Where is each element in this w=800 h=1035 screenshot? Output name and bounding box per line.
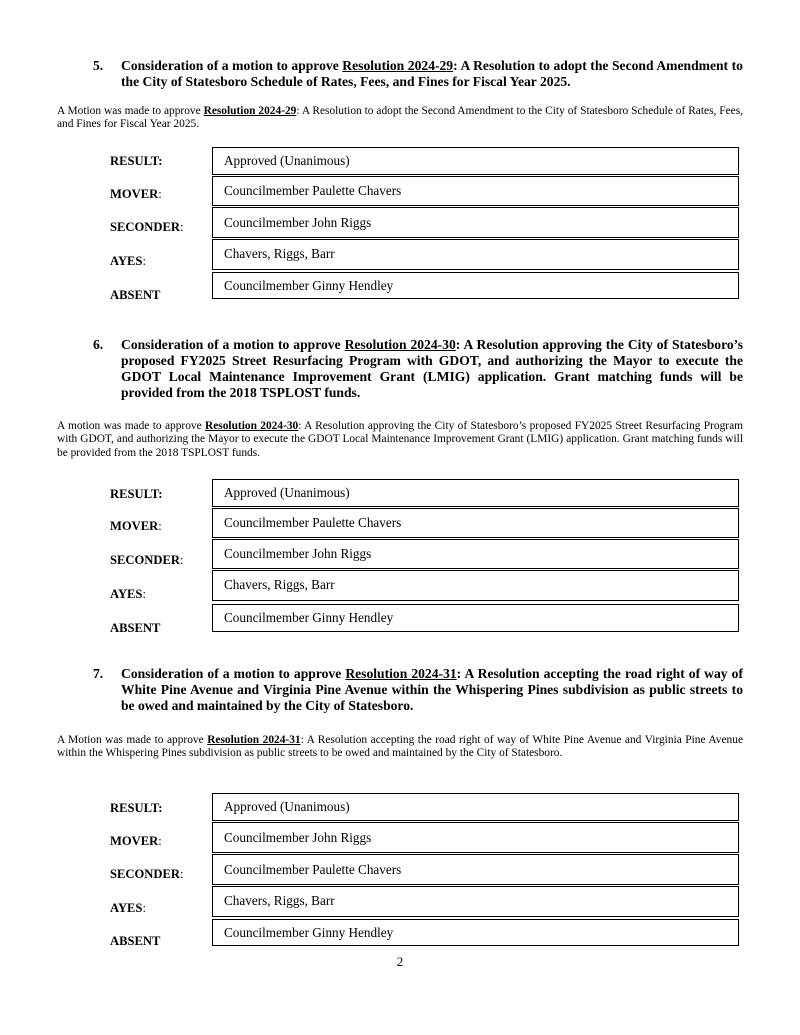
vote-label-seconder: SECONDER:: [110, 553, 184, 567]
heading-text: : A Resolution accepting the road right of way of White Pine Avenue and Virginia Pine Avenue within the Whispering Pines subdivision as public streets to be owed and maintained by the City of Statesboro.: [121, 666, 743, 713]
vote-label-result: RESULT:: [110, 801, 163, 815]
vote-value-ayes: Chavers, Riggs, Barr: [212, 570, 739, 601]
vote-value-mover: Councilmember John Riggs: [212, 822, 739, 853]
vote-value-absent: Councilmember Ginny Hendley: [212, 919, 739, 946]
resolution-ref: Resolution 2024-29: [342, 58, 454, 73]
heading-text: : A Resolution to adopt the Second Amendment to the City of Statesboro Schedule of Rates, Fees, and Fines for Fiscal Year 2025.: [121, 58, 743, 89]
paragraph-text: A Motion was made to approve: [57, 734, 208, 746]
resolution-ref: Resolution 2024-29: [203, 105, 297, 117]
vote-label-mover: MOVER:: [110, 834, 162, 848]
vote-label-mover: MOVER:: [110, 519, 162, 533]
vote-label-mover: MOVER:: [110, 187, 162, 201]
vote-label-ayes: AYES:: [110, 254, 146, 268]
vote-value-seconder: Councilmember John Riggs: [212, 207, 739, 238]
vote-label-absent: ABSENT: [110, 621, 161, 635]
vote-label-result: RESULT:: [110, 154, 163, 168]
vote-label-seconder: SECONDER:: [110, 867, 184, 881]
paragraph-text: A motion was made to approve: [57, 420, 206, 432]
paragraph-text: : A Resolution approving the City of Statesboro’s proposed FY2025 Street Resurfacing Program with GDOT, and authorizing the Mayor to execute the GDOT Local Maintenance Improvement Grant (LMIG) application. Grant matching funds will be provided from the 2018 TSPLOST funds.: [57, 420, 743, 459]
vote-label-absent: ABSENT: [110, 934, 161, 948]
vote-value-seconder: Councilmember Paulette Chavers: [212, 854, 739, 885]
vote-value-mover: Councilmember Paulette Chavers: [212, 508, 739, 538]
item-number: 7.: [93, 666, 104, 681]
vote-value-absent: Councilmember Ginny Hendley: [212, 604, 739, 632]
vote-value-ayes: Chavers, Riggs, Barr: [212, 239, 739, 270]
vote-label-result: RESULT:: [110, 487, 163, 501]
resolution-ref: Resolution 2024-30: [205, 420, 299, 432]
vote-label-absent: ABSENT: [110, 288, 161, 302]
vote-label-ayes: AYES:: [110, 587, 146, 601]
vote-value-result: Approved (Unanimous): [212, 793, 739, 821]
vote-value-ayes: Chavers, Riggs, Barr: [212, 886, 739, 917]
heading-text: Consideration of a motion to approve: [121, 337, 345, 352]
item-6-motion-paragraph: [57, 420, 743, 460]
resolution-ref: Resolution 2024-30: [344, 337, 456, 352]
resolution-ref: Resolution 2024-31: [345, 666, 457, 681]
item-5-motion-paragraph: [57, 105, 743, 132]
item-number: 5.: [93, 58, 104, 73]
paragraph-text: A Motion was made to approve: [57, 105, 204, 117]
resolution-ref: Resolution 2024-31: [207, 734, 301, 746]
vote-value-absent: Councilmember Ginny Hendley: [212, 272, 739, 299]
paragraph-text: : A Resolution accepting the road right of way of White Pine Avenue and Virginia Pine Avenue within the Whispering Pines subdivision as public streets to be owed and maintained by the City of Statesboro.: [57, 734, 744, 760]
item-5-heading: [93, 58, 743, 90]
vote-label-ayes: AYES:: [110, 901, 146, 915]
vote-value-seconder: Councilmember John Riggs: [212, 539, 739, 569]
page-number: 2: [396, 954, 404, 969]
vote-label-seconder: SECONDER:: [110, 220, 184, 234]
paragraph-text: : A Resolution to adopt the Second Amendment to the City of Statesboro Schedule of Rates, Fees, and Fines for Fiscal Year 2025.: [57, 105, 743, 131]
vote-value-result: Approved (Unanimous): [212, 147, 739, 175]
vote-value-result: Approved (Unanimous): [212, 479, 739, 507]
item-7-heading: [93, 666, 743, 714]
vote-value-mover: Councilmember Paulette Chavers: [212, 176, 739, 206]
heading-text: : A Resolution approving the City of Statesboro’s proposed FY2025 Street Resurfacing Program with GDOT, and authorizing the Mayor to execute the GDOT Local Maintenance Improvement Grant (LMIG) application. Grant matching funds will be provided from the 2018 TSPLOST funds.: [121, 337, 743, 400]
heading-text: Consideration of a motion to approve: [121, 58, 343, 73]
item-number: 6.: [93, 337, 104, 352]
heading-text: Consideration of a motion to approve: [121, 666, 346, 681]
item-7-motion-paragraph: [57, 734, 743, 761]
item-6-heading: [93, 337, 743, 401]
